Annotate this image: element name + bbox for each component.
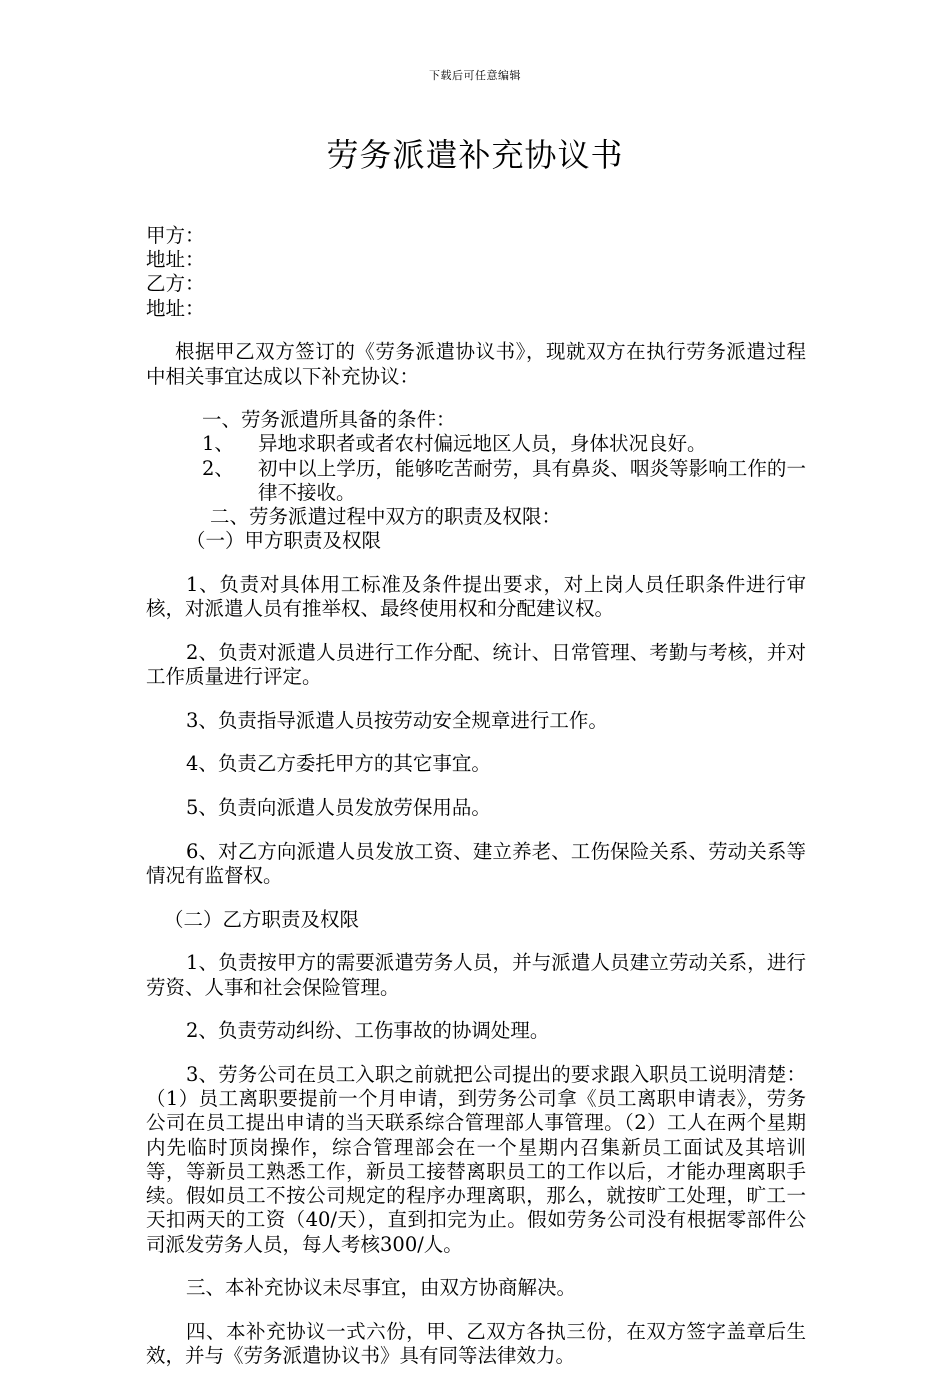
section-1-item: [146, 432, 806, 456]
section-2b-item: 3、劳务公司在员工入职之前就把公司提出的要求跟入职员工说明清楚：（1）员工离职要提前一个月申请，到劳务公司拿《员工离职申请表》，劳务公司在员工提出申请的当天联系综合管理部人事管理。（2）工人在两个星期内先临时顶岗操作，综合管理部会在一个星期内召集新员工面试及其培训等，等新员工熟悉工作，新员工接替离职员工的工作以后，才能办理离职手续。假如员工不按公司规定的程序办理离职，那么，就按旷工处理，旷工一天扣两天的工资（40/天），直到扣完为止。假如劳务公司没有根据零部件公司派发劳务人员，每人考核300/人。: [146, 1063, 806, 1256]
intro-paragraph: 根据甲乙双方签订的《劳务派遣协议书》，现就双方在执行劳务派遣过程中相关事宜达成以下补充协议：: [146, 340, 806, 388]
party-a-label: 甲方：: [146, 224, 205, 247]
party-b-address-label: 地址：: [146, 296, 205, 320]
party-a-address-label: 地址：: [146, 248, 205, 272]
section-2b-heading: （二）乙方职责及权限: [164, 907, 360, 931]
section-2b-item: 2、负责劳动纠纷、工伤事故的协调处理。: [186, 1019, 550, 1043]
party-b-label: 乙方：: [146, 272, 205, 296]
section-3-paragraph: 三、本补充协议未尽事宜，由双方协商解决。: [186, 1276, 577, 1300]
section-2-heading: 二、劳务派遣过程中双方的职责及权限：: [210, 505, 562, 529]
section-2a-item: 2、负责对派遣人员进行工作分配、统计、日常管理、考勤与考核，并对工作质量进行评定。: [146, 640, 806, 689]
section-2a-heading: （一）甲方职责及权限: [186, 529, 382, 553]
section-1-heading: 一、劳务派遣所具备的条件：: [202, 408, 456, 432]
section-2b-item: 1、负责按甲方的需要派遣劳务人员，并与派遣人员建立劳动关系，进行劳资、人事和社会保险管理。: [146, 951, 806, 999]
item-number: 1、: [202, 432, 234, 456]
item-number: 2、: [202, 456, 234, 480]
section-1-item: [146, 457, 806, 505]
section-2a-item: 6、对乙方向派遣人员发放工资、建立养老、工伤保险关系、劳动关系等情况有监督权。: [146, 839, 806, 888]
item-text: 初中以上学历，能够吃苦耐劳，具有鼻炎、咽炎等影响工作的一律不接收。: [258, 456, 806, 504]
section-2a-item: 5、负责向派遣人员发放劳保用品。: [186, 796, 491, 820]
section-2a-item: 3、负责指导派遣人员按劳动安全规章进行工作。: [186, 708, 608, 732]
section-2a-item: 1、负责对具体用工标准及条件提出要求，对上岗人员任职条件进行审核，对派遣人员有推举权、最终使用权和分配建议权。: [146, 572, 806, 621]
section-4-paragraph: 四、本补充协议一式六份，甲、乙双方各执三份，在双方签字盖章后生效，并与《劳务派遣协议书》具有同等法律效力。: [146, 1319, 806, 1368]
document-body: [146, 224, 806, 1388]
document-title: 劳务派遣补充协议书: [326, 136, 624, 174]
section-2a-item: 4、负责乙方委托甲方的其它事宜。: [186, 752, 491, 776]
item-text: 异地求职者或者农村偏远地区人员，身体状况良好。: [258, 432, 707, 456]
header-note: 下载后可任意编辑: [429, 69, 521, 82]
